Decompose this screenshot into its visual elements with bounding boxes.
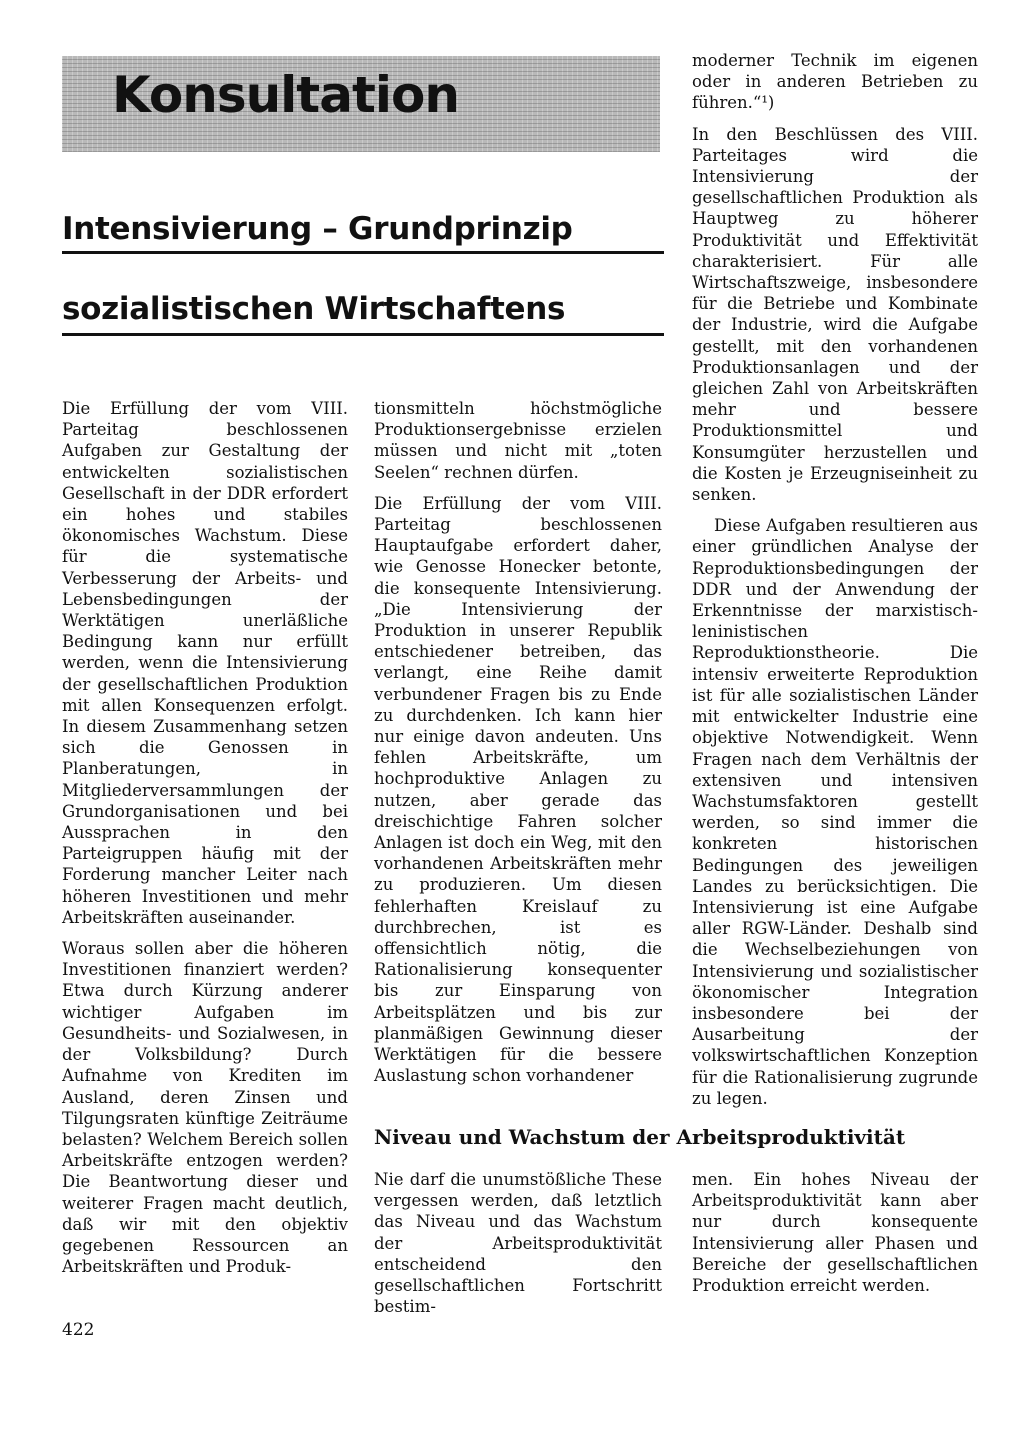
headline-line-2: sozialistischen Wirtschaftens <box>62 291 566 327</box>
headline-rule-2 <box>62 333 664 336</box>
paragraph: Diese Aufgaben resultieren aus einer gründlichen Analyse der Reproduktionsbedingungen der DDR und der Anwendung der Erkenntnisse der marxistisch-leninistischen Reproduktionstheorie. Die intensiv erweiterte Reproduktion ist für alle sozialistischen Länder mit entwickelter Industrie eine objektive Notwendigkeit. Wenn Fragen nach dem Verhältnis der extensiven und intensiven Wachstumsfaktoren gestellt werden, so sind immer die konkreten historischen Bedingungen des jeweiligen Landes zu berücksichtigen. Die Intensivierung ist eine Aufgabe aller RGW-Länder. Deshalb sind die Wechselbeziehungen von Intensivierung und sozialistischer ökonomischer Integration insbesondere bei der Ausarbeitung der volkswirtschaftlichen Konzeption für die Rationalisierung zugrunde zu legen. <box>692 516 978 1108</box>
paragraph: men. Ein hohes Niveau der Arbeitsproduktivität kann aber nur durch konsequente Intensivierung aller Phasen und Bereiche der gesellschaftlichen Produktion erreicht werden. <box>692 1170 978 1296</box>
section-text-right <box>692 1169 978 1296</box>
section-heading: Niveau und Wachstum der Arbeitsproduktivität <box>374 1125 906 1149</box>
paragraph: Die Erfüllung der vom VIII. Parteitag beschlossenen Aufgaben zur Gestaltung der entwickelten sozialistischen Gesellschaft in der DDR erfordert ein hohes und stabiles ökonomisches Wachstum. Diese für die systematische Verbesserung der Arbeits- und Lebensbedingungen der Werktätigen unerläßliche Bedingung kann nur erfüllt werden, wenn die Intensivierung der gesellschaftlichen Produktion mit allen Konsequenzen erfolgt. In diesem Zusammenhang setzen sich die Genossen in Planberatungen, in Mitgliederversammlungen der Grundorganisationen und bei Aussprachen in den Parteigruppen häufig mit der Forderung mancher Leiter nach höheren Investitionen und mehr Arbeitskräften auseinander. <box>62 399 348 927</box>
headline-line-1: Intensivierung – Grundprinzip <box>62 211 573 247</box>
paragraph: In den Beschlüssen des VIII. Parteitages wird die Intensivierung der gesellschaftlichen Produktion als Hauptweg zu höherer Produktivität und Effektivität charakterisiert. Für alle Wirtschaftszweige, insbesondere für die Betriebe und Kombinate der Industrie, wird die Aufgabe gestellt, mit den vorhandenen Produktionsanlagen und der gleichen Zahl von Arbeitskräften mehr und bessere Produktionsmittel und Konsumgüter herzustellen und die Kosten je Erzeugniseinheit zu senken. <box>692 124 978 505</box>
text-column-middle <box>374 398 662 1087</box>
section-text-left <box>374 1169 662 1317</box>
text-column-left <box>62 398 348 1277</box>
banner-title: Konsultation <box>112 66 459 124</box>
paragraph: tionsmitteln höchstmögliche Produktionsergebnisse erzielen müssen und nicht mit „toten Seelen“ rechnen dürfen. <box>374 399 662 482</box>
paragraph: moderner Technik im eigenen oder in anderen Betrieben zu führen.“¹) <box>692 51 978 113</box>
page-number: 422 <box>62 1320 95 1340</box>
column-banner <box>62 56 660 152</box>
paragraph: Nie darf die unumstößliche These vergessen werden, daß letztlich das Niveau und das Wachstum der Arbeitsproduktivität entscheidend den gesellschaftlichen Fortschritt bestim- <box>374 1170 662 1317</box>
paragraph: Woraus sollen aber die höheren Investitionen finanziert werden? Etwa durch Kürzung anderer wichtiger Aufgaben im Gesundheits- und Sozialwesen, in der Volksbildung? Durch Aufnahme von Krediten im Ausland, deren Zinsen und Tilgungsraten künftige Zeiträume belasten? Welchem Bereich sollen Arbeitskräfte entzogen werden? Die Beantwortung dieser und weiterer Fragen macht deutlich, daß wir mit den objektiv gegebenen Ressourcen an Arbeitskräften und Produk- <box>62 939 348 1277</box>
headline-rule-1 <box>62 251 664 254</box>
paragraph: Die Erfüllung der vom VIII. Parteitag beschlossenen Hauptaufgabe erfordert daher, wie Genosse Honecker betonte, die konsequente Intensivierung. „Die Intensivierung der Produktion in unserer Republik entschiedener betreiben, das verlangt, eine Reihe damit verbundener Fragen bis zu Ende zu durchdenken. Ich kann hier nur einige davon andeuten. Uns fehlen Arbeitskräfte, um hochproduktive Anlagen zu nutzen, aber gerade das dreischichtige Fahren solcher Anlagen ist doch ein Weg, mit den vorhandenen Arbeitskräften mehr zu produzieren. Um diesen fehlerhaften Kreislauf zu durchbrechen, ist es offensichtlich nötig, die Rationalisierung konsequenter bis zur Einsparung von Arbeitsplätzen und bis zur planmäßigen Gewinnung dieser Werktätigen für die bessere Auslastung schon vorhandener <box>374 493 662 1086</box>
text-column-right <box>692 50 978 1109</box>
